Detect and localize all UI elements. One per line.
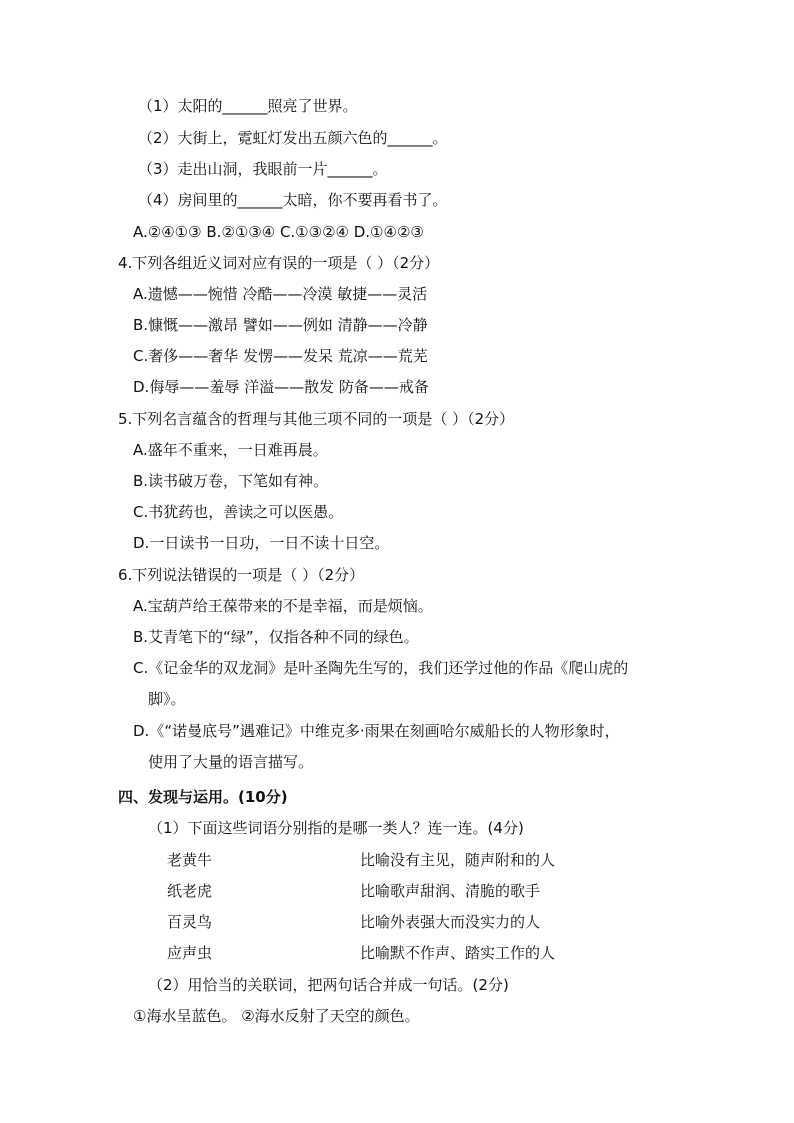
fill-blank-3: （3）走出山洞，我眼前一片______。: [138, 160, 388, 178]
fill-blank-1: （1）太阳的______照亮了世界。: [138, 97, 358, 115]
match-term-4: 应声虫: [167, 944, 213, 962]
q5-option-c: C.书犹药也，善读之可以医愚。: [133, 503, 344, 521]
q4-option-c: C.奢侈——奢华 发愣——发呆 荒凉——荒芜: [133, 347, 428, 365]
fill-blank-2: （2）大街上，霓虹灯发出五颜六色的______。: [138, 129, 448, 147]
section-4-q1: （1）下面这些词语分别指的是哪一类人？连一连。(4分): [148, 819, 524, 837]
q4-option-d: D.侮辱——羞辱 洋溢——散发 防备——戒备: [133, 378, 429, 396]
q6-option-d-cont: 使用了大量的语言描写。: [148, 753, 314, 771]
q3-options: A.②④①③ B.②①③④ C.①③②④ D.①④②③: [133, 223, 424, 241]
section-4-heading: 四、发现与运用。(10分): [118, 788, 288, 806]
match-meaning-3: 比喻外表强大而没实力的人: [360, 913, 541, 931]
q5-option-a: A.盛年不重来，一日难再晨。: [133, 441, 328, 459]
match-term-1: 老黄牛: [167, 851, 213, 869]
q6-option-c: C.《记金华的双龙洞》是叶圣陶先生写的，我们还学过他的作品《爬山虎的: [133, 659, 629, 677]
match-meaning-4: 比喻默不作声、踏实工作的人: [360, 944, 556, 962]
section-4-q2: （2）用恰当的关联词，把两句话合并成一句话。(2分): [148, 976, 509, 994]
question-4: 4.下列各组近义词对应有误的一项是（ ）（2分）: [118, 254, 440, 272]
match-meaning-2: 比喻歌声甜润、清脆的歌手: [360, 882, 541, 900]
q6-option-b: B.艾青笔下的“绿”，仅指各种不同的绿色。: [133, 628, 419, 646]
match-meaning-1: 比喻没有主见，随声附和的人: [360, 851, 556, 869]
match-term-3: 百灵鸟: [167, 913, 213, 931]
q5-option-d: D.一日读书一日功，一日不读十日空。: [133, 534, 390, 552]
q5-option-b: B.读书破万卷，下笔如有神。: [133, 472, 329, 490]
q4-option-a: A.遗憾——惋惜 冷酷——冷漠 敏捷——灵活: [133, 285, 428, 303]
question-5: 5.下列名言蕴含的哲理与其他三项不同的一项是（ ）（2分）: [118, 410, 515, 428]
q6-option-d: D.《“诺曼底号”遇难记》中维克多·雨果在刻画哈尔威船长的人物形象时，: [133, 722, 620, 740]
q4-option-b: B.慷慨——激昂 譬如——例如 清静——冷静: [133, 316, 428, 334]
section-4-q2-sentences: ①海水呈蓝色。 ②海水反射了天空的颜色。: [133, 1007, 420, 1025]
q6-option-c-cont: 脚》。: [148, 690, 186, 708]
fill-blank-4: （4）房间里的______太暗，你不要再看书了。: [138, 191, 448, 209]
question-6: 6.下列说法错误的一项是（ ）（2分）: [118, 566, 365, 584]
q6-option-a: A.宝葫芦给王葆带来的不是幸福，而是烦恼。: [133, 597, 433, 615]
match-term-2: 纸老虎: [167, 882, 213, 900]
